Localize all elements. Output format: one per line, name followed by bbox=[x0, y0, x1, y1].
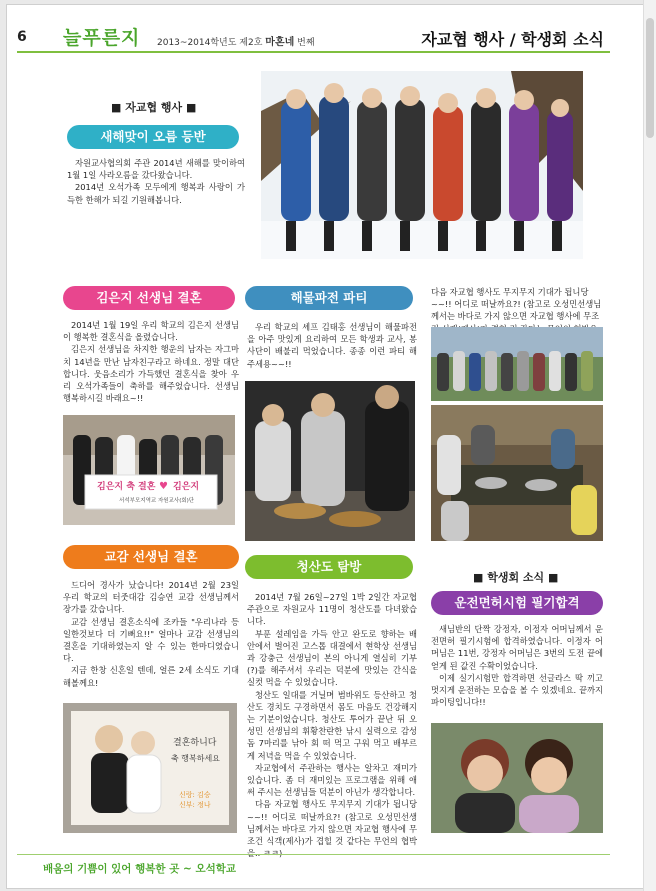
wedding-vp-photo-art bbox=[63, 703, 237, 833]
cheongsando-dinner-art bbox=[431, 405, 603, 541]
cheongsando-p4: 자교협에서 주관하는 행사는 알차고 재미가 있습니다. 좀 더 재미있는 프로그램을 위해 애써 주시는 선생님들 덕분이 아닌가 생각합니다. bbox=[247, 762, 417, 798]
section-head-jagyohyeop: ■ 자교협 행사 ■ bbox=[111, 101, 197, 114]
wedding-kim-title-pill: 김은지 선생님 결혼 bbox=[63, 286, 235, 310]
issue-label: 2013~2014학년도 제2호 bbox=[157, 38, 263, 48]
scrollbar-thumb[interactable] bbox=[646, 18, 654, 138]
license-p2: 이제 실기시험만 합격하면 선글라스 딱 끼고 멋지게 운전하는 모습을 볼 수 있겠네요. 끝까지 파이팅입니다!! bbox=[431, 672, 603, 708]
issue-suffix: 마혼네 bbox=[265, 37, 295, 48]
cheongsando-p3: 청산도 일대를 거닐며 범바위도 등산하고 청산도 경치도 구경하면서 몸도 마음도 건강해지는 기분이었습니다. 청산도 투어가 끝난 뒤 오성민 선생님의 휘황찬란한 낚시 실력으로 감성돔 7마리를 낚아 회 떠 먹고 구워 먹고 배부르게 저녁을 먹을 수 있었습니다. bbox=[247, 689, 417, 761]
issue-info bbox=[157, 33, 315, 48]
sign-title: 결혼하니다 bbox=[173, 738, 217, 748]
wedding-vp-photo bbox=[63, 703, 237, 833]
newsletter-page bbox=[6, 4, 645, 889]
wedding-vp-body bbox=[63, 579, 239, 689]
wedding-kim-p2: 김은지 선생님을 차지한 행운의 남자는 자그마치 14년을 만난 남자친구라고 하네요. 정말 대단합니다. 웃음소리가 가득했던 결혼식을 찾아 우리 오석가족들이 축하를 해주었습니다. 선생님 행복하시길 바래요~!! bbox=[63, 344, 239, 404]
banner-left-text: 김은지 축 결혼 bbox=[97, 482, 156, 492]
newsletter-logo: 늘푸른지 bbox=[63, 27, 141, 49]
banner-sub-text: 서석부모지역교 자원교사(회)단 bbox=[119, 498, 195, 504]
cheongsando-p2: 부푼 설레임을 가득 안고 완도로 향하는 배 안에서 벌어진 고스톱 대결에서 현학상 선생님과 강충근 선생님이 본의 아니게 열심히 기부(?)를 해주셔서 우리는 덕분에 맛있는 간식을 실컷 먹을 수 있었습니다. bbox=[247, 628, 417, 688]
cheongsando-dinner-photo bbox=[431, 405, 603, 541]
section-head-student-council: ■ 학생회 소식 ■ bbox=[473, 571, 559, 584]
cheongsando-p5: 다음 자교협 행사도 무지무지 기대가 됩니당~~!! 어디로 떠날까요?! (참고로 오성민선생님께서는 바다로 가지 않으면 자교협 행사에 무조건 식객(제사)가 겹힐 것 같다는 무언의 협박 bbox=[247, 799, 417, 847]
issue-tail: 번째 bbox=[297, 38, 315, 48]
cheongsando-p5-continued: 다음 자교협 행사도 무지무지 기대가 됩니당~~!! 어디로 떠날까요?! (참고로 오성민선생님께서는 바다로 가지 않으면 자교협 행사에 무조 bbox=[431, 287, 602, 322]
banner-right-text: 김은지 bbox=[173, 482, 200, 492]
hiking-photo-art bbox=[261, 71, 583, 259]
banner-heart: ♥ bbox=[159, 481, 168, 492]
party-body bbox=[247, 321, 417, 370]
sign-names-2: 신부: 정나 bbox=[179, 801, 211, 809]
wedding-vp-p1: 드디어 경사가 났습니다! 2014년 2월 23일 우리 학교의 터줏대감 김승연 교감 선생님께서 장가를 갔습니다. bbox=[63, 580, 239, 615]
cheongsando-p1: 2014년 7월 26일~27일 1박 2일간 자교협 주관으로 자원교사 11명이 청산도를 다녀왔습니다. bbox=[247, 592, 417, 627]
hiking-body bbox=[67, 157, 245, 206]
cheongsando-body bbox=[247, 591, 417, 847]
party-title-pill: 해물파전 파티 bbox=[245, 286, 413, 310]
hiking-group-photo bbox=[261, 71, 583, 259]
wedding-vp-p3: 지금 한창 신혼일 텐데, 얼른 2세 소식도 기대해볼께요! bbox=[63, 665, 239, 688]
sign-names: 신랑: 김승 bbox=[179, 791, 211, 799]
wedding-kim-p1: 2014년 1월 19일 우리 학교의 김은지 선생님이 행복한 결혼식을 올렸습니다. bbox=[63, 320, 239, 343]
page-section-title: 자교협 행사 / 학생회 소식 bbox=[421, 30, 604, 49]
wedding-kim-photo bbox=[63, 415, 235, 525]
cheongsando-group-photo bbox=[431, 327, 603, 401]
sign-sub: 축 행복하세요 bbox=[171, 754, 220, 763]
page-number: 6 bbox=[17, 29, 27, 45]
wedding-kim-photo-art bbox=[63, 415, 235, 525]
vertical-scrollbar[interactable] bbox=[643, 0, 656, 891]
party-photo-art bbox=[245, 381, 415, 541]
license-photo bbox=[431, 723, 603, 833]
license-photo-art bbox=[431, 723, 603, 833]
license-body bbox=[431, 623, 603, 708]
party-p1: 우리 학교의 셰프 김태홍 선생님이 해물파전을 아주 맛있게 요리하여 모든 학생과 교사, 봉사단이 배불리 먹었습니다. 종종 이런 파티 해주세용~~!! bbox=[247, 322, 417, 369]
wedding-kim-body bbox=[63, 319, 239, 404]
cheongsando-title-pill: 청산도 탐방 bbox=[245, 555, 413, 579]
wedding-vp-p2: 교감 선생님 결혼소식에 조카들 "우리나라 등일한것보다 더 기뻐요!!" 얼마나 교감 선생님의 결혼을 기대하였는지 알 수 있는 한마디였습니다. bbox=[63, 616, 239, 664]
header-divider bbox=[17, 51, 610, 53]
license-title-pill: 운전면허시험 필기합격 bbox=[431, 591, 603, 615]
license-p1: 새님반의 단짝 강정자, 이정자 어머님께서 운전면허 필기시험에 합격하였습니다. 이정자 어머님은 11번, 강정자 어머님은 3번의 도전 끝에 얻게 된 값진 수확이었습니다. bbox=[431, 624, 603, 671]
hiking-p1: 자원교사협의회 주관 2014년 새해를 맞이하여 1월 1일 사라오름을 갔다왔습니다. bbox=[67, 158, 245, 181]
footer-slogan: 배움의 기쁨이 있어 행복한 곳 ~ 오석학교 bbox=[43, 863, 237, 875]
cheongsando-group-art bbox=[431, 327, 603, 401]
wedding-vp-title-pill: 교감 선생님 결혼 bbox=[63, 545, 239, 569]
cheongsando-continued-body bbox=[431, 286, 603, 323]
party-photo bbox=[245, 381, 415, 541]
footer-divider bbox=[17, 854, 610, 855]
hiking-p2: 2014년 오석가족 모두에게 행복과 사랑이 가득한 한해가 되길 기원해봅니다. bbox=[67, 182, 245, 205]
hiking-title-pill: 새해맞이 오름 등반 bbox=[67, 125, 239, 149]
